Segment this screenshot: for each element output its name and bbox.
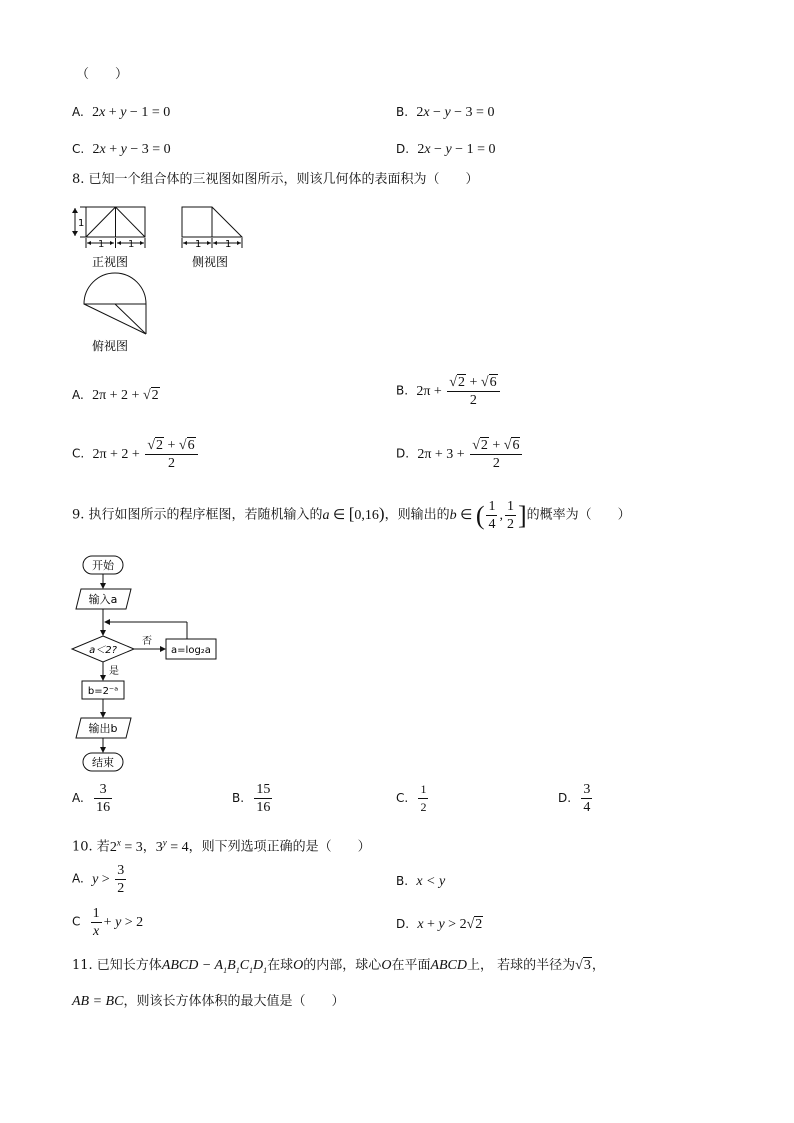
front-view <box>72 207 145 269</box>
q7-option-b: B. 2x − y − 3 = 0 <box>396 105 495 120</box>
svg-text:1: 1 <box>195 239 202 250</box>
q11-stem-line1: 11. 已知长方体ABCD − $A_1B_1C_1D_1$在球O的内部，球心O在平面ABCD上， 若球的半径为√3， <box>72 958 605 975</box>
q9-option-d: D. $\frac{3}{4}$ <box>558 782 591 815</box>
svg-text:否: 否 <box>142 636 152 647</box>
svg-text:1: 1 <box>225 239 232 250</box>
q7-option-a: A. 2x + y − 1 = 0 <box>72 105 171 120</box>
svg-text:1: 1 <box>128 239 135 250</box>
q10-cond-1: $2^x = 3$ <box>109 837 143 855</box>
q8-option-c: C. 2π + 2 + $\frac{√2 + √6}{2}$ <box>72 437 200 472</box>
svg-text:a=log₂a: a=log₂a <box>171 645 211 656</box>
q11-stem-line2: AB = BC，则该长方体体积的最大值是（ ） <box>72 994 345 1009</box>
q8-option-c-expr: 2π + 2 + $\frac{√2 + √6}{2}$ <box>92 447 199 462</box>
q10-option-a: A. y > $\frac{3}{2}$ <box>72 862 128 897</box>
q10-option-c: C $\frac{1}{x}$ + y > 2 <box>72 906 144 939</box>
q8-option-d-expr: 2π + 3 + $\frac{√2 + √6}{2}$ <box>417 447 524 462</box>
side-view-label: 侧视图 <box>192 255 229 269</box>
q11-cuboid: ABCD − $A_1B_1C_1D_1$ <box>161 958 268 975</box>
q9-option-c: C. $\frac{1}{2}$ <box>396 782 427 814</box>
q8-option-b-expr: 2π + $\frac{√2 + √6}{2}$ <box>416 384 501 399</box>
q8-stem: 8. 已知一个组合体的三视图如图所示，则该几何体的表面积为（ ） <box>72 172 479 187</box>
svg-text:输出b: 输出b <box>88 722 118 735</box>
q10-option-c-expr: $\frac{1}{x}$ + y > 2 <box>92 906 144 939</box>
top-view-label: 俯视图 <box>92 339 129 353</box>
q11-radius: √3 <box>575 958 591 973</box>
q8-option-a-expr: 2π + 2 + √2 <box>92 388 159 403</box>
q7-option-b-expr: 2x − y − 3 = 0 <box>416 105 495 120</box>
svg-text:输入a: 输入a <box>88 593 118 606</box>
side-view <box>182 207 242 269</box>
q9-input-range: a ∈ [0,16) <box>322 503 385 523</box>
q7-option-c: C. 2x + y − 3 = 0 <box>72 142 171 157</box>
q8-three-views <box>66 200 256 360</box>
q10-option-b-expr: x < y <box>416 874 446 889</box>
q9-option-a: A. $\frac{3}{16}$ <box>72 782 111 815</box>
q10-option-d-expr: x + y > 2√2 <box>417 917 483 932</box>
front-view-label: 正视图 <box>92 255 129 269</box>
q10-option-a-expr: y > $\frac{3}{2}$ <box>92 863 125 896</box>
q9-option-b: B. $\frac{15}{16}$ <box>232 782 271 815</box>
svg-text:开始: 开始 <box>92 559 114 572</box>
q9-stem: 9. 执行如图所示的程序框图，若随机输入的a ∈ [0,16)，则输出的b ∈ ( $\frac{1}{4}$ , $\frac{1}{2}$ ]的概率为（ ） <box>72 499 631 532</box>
svg-text:是: 是 <box>109 666 119 677</box>
svg-text:1: 1 <box>98 239 105 250</box>
q7-option-d-expr: 2x − y − 1 = 0 <box>417 142 496 157</box>
q9-flowchart <box>66 552 236 777</box>
q10-option-d: D. x + y > 2√2 <box>396 917 483 932</box>
q10-option-b: B. x < y <box>396 874 446 889</box>
q7-option-c-expr: 2x + y − 3 = 0 <box>92 142 171 157</box>
q8-option-a: A. 2π + 2 + √2 <box>72 388 159 403</box>
svg-text:1: 1 <box>78 218 85 229</box>
svg-text:b=2⁻ᵃ: b=2⁻ᵃ <box>87 686 119 697</box>
q9-output-range: b ∈ ( $\frac{1}{4}$ , $\frac{1}{2}$ ] <box>449 499 527 532</box>
q8-option-b: B. 2π + $\frac{√2 + √6}{2}$ <box>396 374 502 409</box>
q8-option-d: D. 2π + 3 + $\frac{√2 + √6}{2}$ <box>396 437 524 472</box>
q10-stem: 10. 若$2^x = 3$，$3^y = 4$，则下列选项正确的是（ ） <box>72 837 371 855</box>
svg-text:结束: 结束 <box>92 756 114 769</box>
q7-option-d: D. 2x − y − 1 = 0 <box>396 142 496 157</box>
q7-paren: （ ） <box>76 67 129 82</box>
q10-cond-2: $3^y = 4$ <box>155 837 189 855</box>
q7-option-a-expr: 2x + y − 1 = 0 <box>92 105 171 120</box>
top-view <box>84 273 146 353</box>
q11-condition: AB = BC <box>72 994 124 1009</box>
svg-text:a＜2?: a＜2? <box>89 645 117 656</box>
